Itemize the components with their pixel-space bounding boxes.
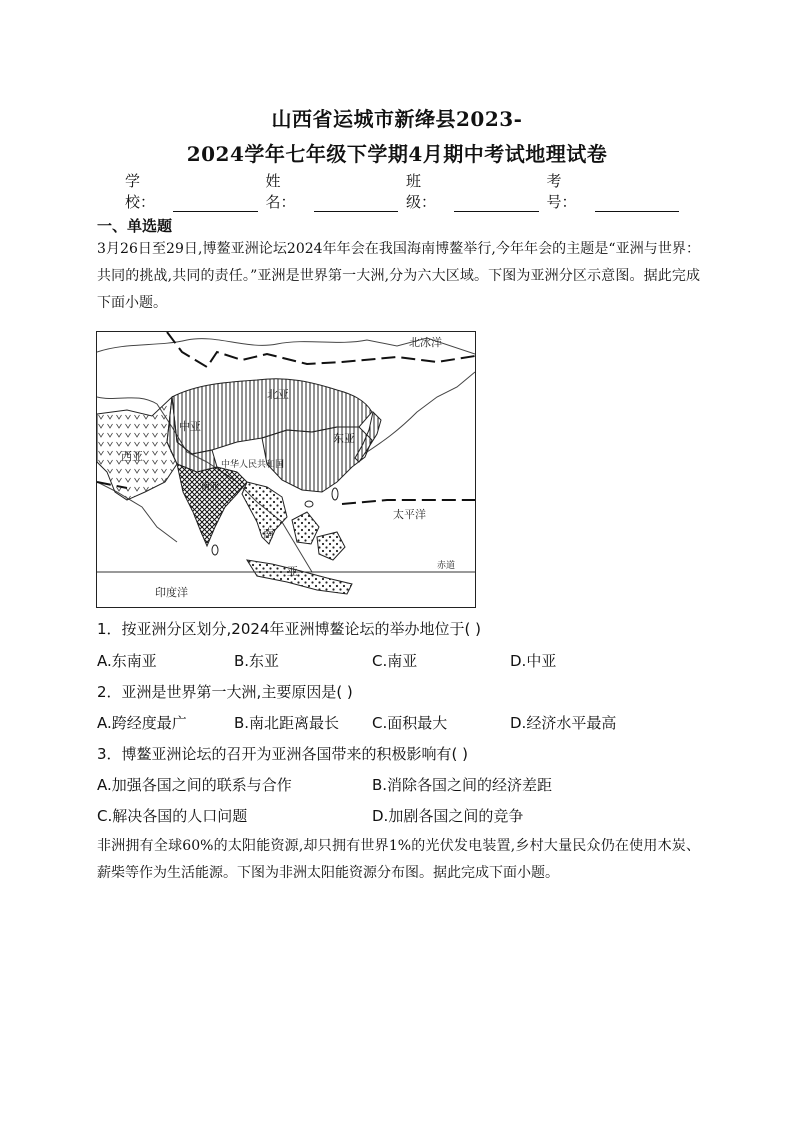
name-field[interactable] bbox=[266, 170, 405, 212]
q1-option-a[interactable]: A.东南亚 bbox=[97, 652, 157, 670]
name-label: 姓名： bbox=[265, 172, 296, 211]
passage-africa: 非洲拥有全球60%的太阳能资源,却只拥有世界1%的光伏发电装置,乡村大量民众仍在使用木炭、薪柴等作为生活能源。下图为非洲太阳能资源分布图。据此完成下面小题。 bbox=[97, 838, 700, 881]
name-blank[interactable] bbox=[314, 195, 398, 212]
question-3-stem: 3．博鳌亚洲论坛的召开为亚洲各国带来的积极影响有( ) bbox=[97, 745, 469, 763]
class-label: 班级： bbox=[406, 172, 437, 211]
q1-option-d[interactable]: D.中亚 bbox=[510, 652, 557, 670]
student-info-fields bbox=[125, 170, 685, 212]
southeast-asia-islands-1 bbox=[292, 512, 319, 544]
class-blank[interactable] bbox=[454, 195, 538, 212]
q3-option-d[interactable]: D.加剧各国之间的竞争 bbox=[372, 807, 524, 825]
exam-number-label: 考号： bbox=[546, 172, 577, 211]
central-asia-label: 中亚 bbox=[179, 420, 201, 433]
passage-asia: 3月26日至29日,博鳌亚洲论坛2024年年会在我国海南博鳌举行,今年年会的主题是“亚洲与世界：共同的挑战,共同的责任。”亚洲是世界第一大洲,分为六大区域。下图为亚洲分区示意图。据此完成下面小题。 bbox=[97, 241, 700, 311]
q2-option-a[interactable]: A.跨经度最广 bbox=[97, 714, 187, 732]
q1-option-b[interactable]: B.东亚 bbox=[234, 652, 280, 670]
q2-option-d[interactable]: D.经济水平最高 bbox=[510, 714, 617, 732]
southeast-asia-islands-3 bbox=[317, 532, 345, 560]
equator-label: 赤道 bbox=[437, 561, 456, 571]
china-label: 中华人民共和国 bbox=[221, 460, 285, 470]
north-asia-label: 北亚 bbox=[267, 388, 289, 401]
exam-title-line2: 2024学年七年级下学期4月期中考试地理试卷 bbox=[186, 142, 608, 166]
arctic-ocean-label: 北冰洋 bbox=[409, 336, 442, 349]
south-asia-region bbox=[177, 464, 247, 546]
pacific-ocean-label: 太平洋 bbox=[393, 508, 426, 521]
school-field[interactable] bbox=[125, 170, 264, 212]
q3-option-b[interactable]: B.消除各国之间的经济差距 bbox=[372, 776, 553, 794]
hainan-island bbox=[305, 501, 313, 507]
q2-option-b[interactable]: B.南北距离最长 bbox=[234, 714, 340, 732]
school-blank[interactable] bbox=[173, 195, 257, 212]
southeast-asia-label-1: 南 bbox=[263, 527, 274, 540]
section-heading: 一、单选题 bbox=[97, 217, 173, 235]
southeast-asia-label-2: 亚 bbox=[287, 565, 298, 578]
east-asia-label: 东亚 bbox=[333, 432, 355, 445]
southeast-asia-islands-2 bbox=[247, 560, 352, 594]
question-2-stem: 2．亚洲是世界第一大洲,主要原因是( ) bbox=[97, 683, 353, 701]
school-label: 学校： bbox=[125, 172, 156, 211]
q2-option-c[interactable]: C.面积最大 bbox=[372, 714, 448, 732]
exam-title-line1: 山西省运城市新绛县2023- bbox=[271, 107, 523, 131]
exam-number-blank[interactable] bbox=[595, 195, 679, 212]
asia-region-map bbox=[96, 331, 476, 608]
class-field[interactable] bbox=[406, 170, 545, 212]
taiwan-island bbox=[332, 488, 338, 500]
q1-option-c[interactable]: C.南亚 bbox=[372, 652, 418, 670]
q3-option-a[interactable]: A.加强各国之间的联系与合作 bbox=[97, 776, 292, 794]
question-1-stem: 1．按亚洲分区划分,2024年亚洲博鳌论坛的举办地位于( ) bbox=[97, 620, 481, 638]
q3-option-c[interactable]: C.解决各国的人口问题 bbox=[97, 807, 248, 825]
sri-lanka-island bbox=[212, 545, 218, 555]
west-asia-label: 西亚 bbox=[121, 450, 143, 463]
south-asia-label: 南亚 bbox=[201, 482, 220, 492]
exam-number-field[interactable] bbox=[547, 170, 686, 212]
indian-ocean-label: 印度洋 bbox=[155, 586, 188, 599]
